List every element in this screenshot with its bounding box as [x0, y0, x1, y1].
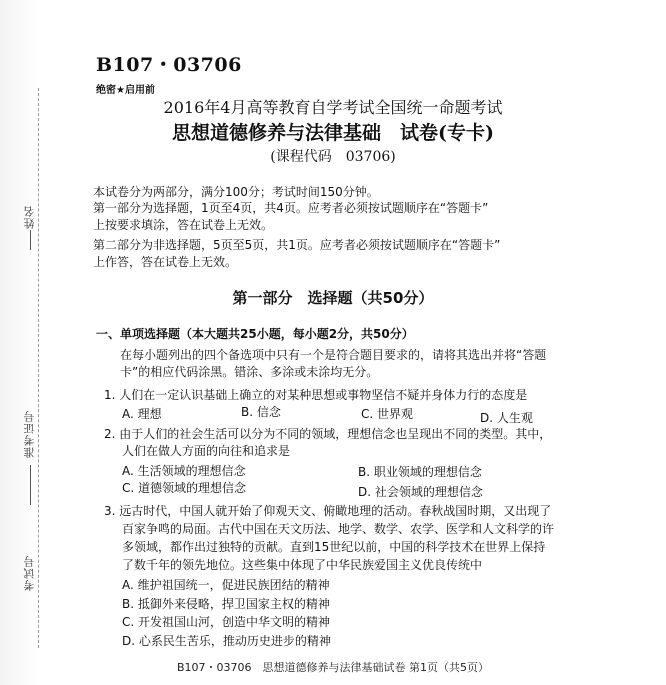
instruction-line-1: 在每小题列出的四个备选项中只有一个是符合题目要求的，请将其选出并将“答题 — [120, 348, 547, 362]
secret-notice: 绝密★启用前 — [96, 85, 155, 96]
q1-option-b: B. 信念 — [241, 405, 281, 419]
q3-stem-line3: 多领域，都作出过独特的贡献。直到15世纪以前，中国的科学技术在世界上保持 — [122, 540, 546, 554]
margin-label-admission: 准考证号 — [23, 410, 36, 458]
exam-code: B107・03706 — [96, 54, 242, 76]
q3-option-a: A. 维护祖国统一，促进民族团结的精神 — [122, 578, 330, 592]
q2-option-a: A. 生活领域的理想信念 — [122, 464, 246, 478]
intro-line-5: 上作答，答在试卷上无效。 — [93, 255, 238, 269]
binding-margin-line — [38, 88, 39, 648]
exam-title-line1: 2016年4月高等教育自学考试全国统一命题考试 — [163, 98, 503, 117]
part1-title: 第一部分 选择题（共50分） — [232, 289, 434, 307]
q1-option-c: C. 世界观 — [361, 407, 414, 421]
q1-option-d: D. 人生观 — [480, 411, 533, 425]
q3-option-c: C. 开发祖国山河，创造中华文明的精神 — [122, 615, 331, 629]
margin-label-name: 姓名 — [23, 205, 36, 229]
q3-stem-line4: 了数千年的领先地位。这些集中体现了中华民族爱国主义优良传统中 — [122, 558, 483, 572]
q3-stem-line2: 百家争鸣的局面。古代中国在天文历法、地学、数学、农学、医学和人文科学的许 — [122, 522, 555, 536]
q2-option-d: D. 社会领域的理想信念 — [358, 485, 483, 499]
q2-option-c: C. 道德领域的理想信念 — [122, 481, 247, 495]
q1-option-a: A. 理想 — [122, 407, 162, 421]
instruction-line-2: 卡”的相应代码涂黑。错涂、多涂或未涂均无分。 — [120, 365, 379, 379]
intro-line-4: 第二部分为非选择题，5页至5页，共1页。应考者必须按试题顺序在“答题卡” — [93, 238, 501, 252]
exam-title-line2: 思想道德修养与法律基础 试卷(专卡) — [172, 122, 494, 144]
course-code-line: (课程代码 03706) — [270, 149, 396, 165]
q2-stem-line1: 2. 由于人们的社会生活可以分为不同的领域，理想信念也呈现出不同的类型。其中， — [104, 427, 552, 441]
q3-option-b: B. 抵御外来侵略，捍卫国家主权的精神 — [122, 597, 330, 611]
page-footer: B107・03706 思想道德修养与法律基础试卷 第1页（共5页） — [176, 661, 490, 674]
section-head: 一、单项选择题（本大题共25小题，每小题2分，共50分） — [96, 327, 414, 341]
margin-underline-name — [30, 230, 31, 250]
q2-option-b: B. 职业领域的理想信念 — [358, 465, 482, 479]
margin-label-exam-place: 考试号 — [23, 555, 36, 591]
intro-line-2: 第一部分为选择题，1页至4页，共4页。应考者必须按试题顺序在“答题卡” — [93, 201, 489, 215]
q1-stem: 1. 人们在一定认识基础上确立的对某种思想或事物坚信不疑并身体力行的态度是 — [104, 388, 528, 402]
q3-option-d: D. 心系民生苦乐，推动历史进步的精神 — [122, 634, 331, 648]
margin-underline-admission — [30, 465, 31, 505]
intro-line-1: 本试卷分为两部分，满分100分；考试时间150分钟。 — [93, 185, 379, 199]
q2-stem-line2: 人们在做人方面的向往和追求是 — [122, 444, 291, 458]
intro-line-3: 上按要求填涂，答在试卷上无效。 — [93, 218, 274, 232]
q3-stem-line1: 3. 远古时代，中国人就开始了仰观天文、俯瞰地理的活动。春秋战国时期，又出现了 — [104, 504, 552, 518]
